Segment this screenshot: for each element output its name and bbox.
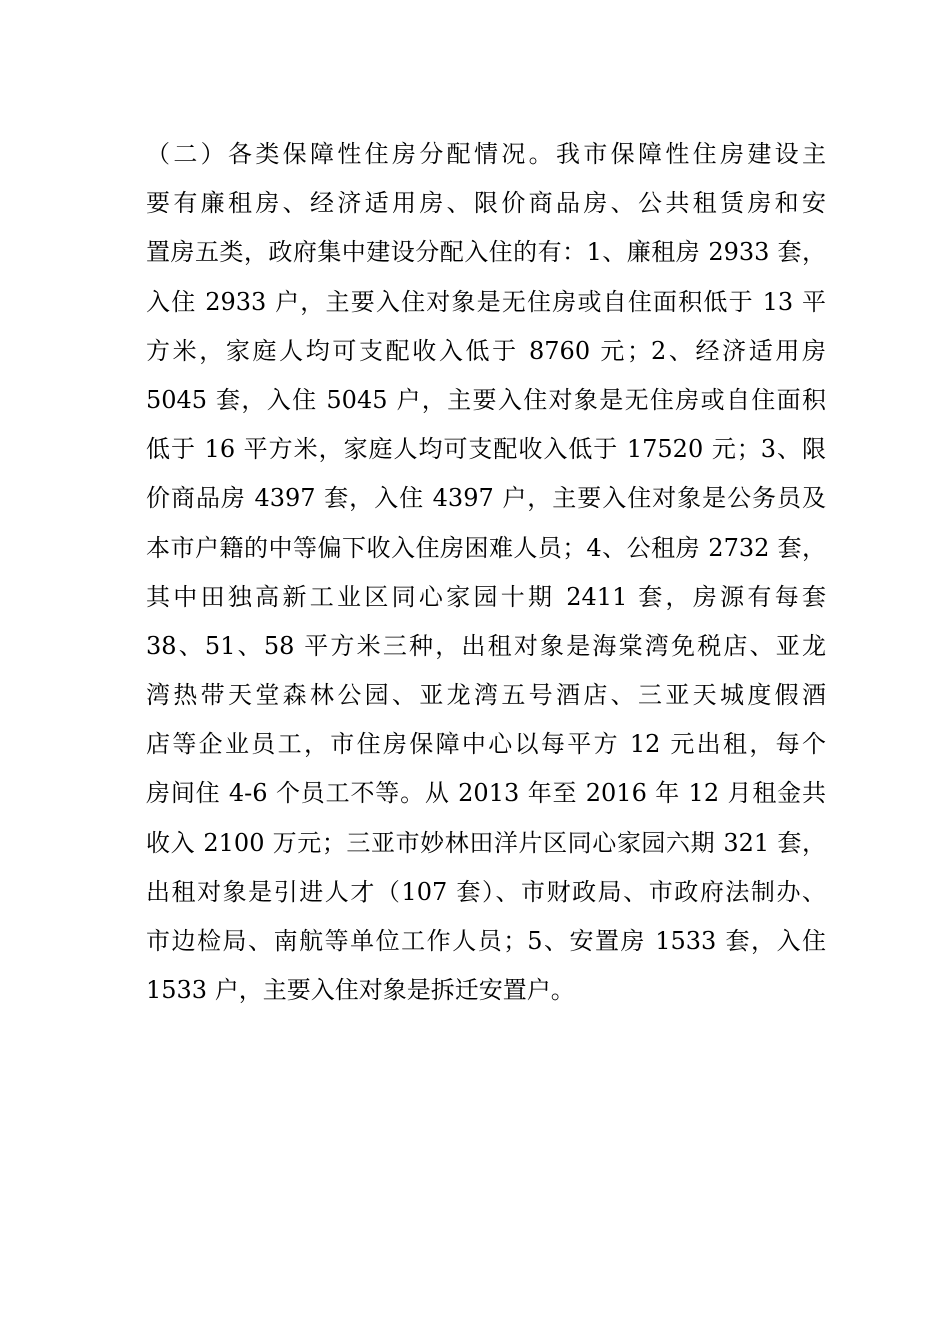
paragraph-line: 低于 16 平方米，家庭人均可支配收入低于 17520 元；3、限: [146, 435, 826, 464]
paragraph-line: 本市户籍的中等偏下收入住房困难人员；4、公租房 2732 套，: [146, 533, 826, 562]
paragraph-line: 入住 2933 户，主要入住对象是无住房或自住面积低于 13 平: [146, 287, 826, 316]
paragraph-line: 房间住 4-6 个员工不等。从 2013 年至 2016 年 12 月租金共: [146, 779, 826, 808]
paragraph-line: 5045 套，入住 5045 户，主要入住对象是无住房或自住面积: [146, 385, 826, 414]
paragraph-line: 价商品房 4397 套，入住 4397 户，主要入住对象是公务员及: [146, 484, 826, 513]
paragraph-line: 湾热带天堂森林公园、亚龙湾五号酒店、三亚天城度假酒: [146, 681, 826, 710]
paragraph-line: 方米，家庭人均可支配收入低于 8760 元；2、经济适用房: [146, 336, 826, 365]
paragraph-line: 要有廉租房、经济适用房、限价商品房、公共租赁房和安: [146, 189, 826, 218]
paragraph-line: 其中田独高新工业区同心家园十期 2411 套，房源有每套: [146, 582, 826, 611]
paragraph-line: 店等企业员工，市住房保障中心以每平方 12 元出租，每个: [146, 730, 826, 759]
paragraph-line-last: 1533 户，主要入住对象是拆迁安置户。: [146, 976, 575, 1005]
paragraph-line: 38、51、58 平方米三种，出租对象是海棠湾免税店、亚龙: [146, 631, 826, 660]
paragraph-line: 收入 2100 万元；三亚市妙林田洋片区同心家园六期 321 套，: [146, 828, 826, 857]
paragraph-line: 出租对象是引进人才（107 套）、市财政局、市政府法制办、: [146, 877, 826, 906]
paragraph-line: 置房五类，政府集中建设分配入住的有：1、廉租房 2933 套，: [146, 238, 826, 267]
paragraph-line: 市边检局、南航等单位工作人员；5、安置房 1533 套，入住: [146, 927, 826, 955]
paragraph-housing-allocation: [146, 130, 826, 1015]
paragraph-line: （二）各类保障性住房分配情况。我市保障性住房建设主: [146, 140, 826, 168]
